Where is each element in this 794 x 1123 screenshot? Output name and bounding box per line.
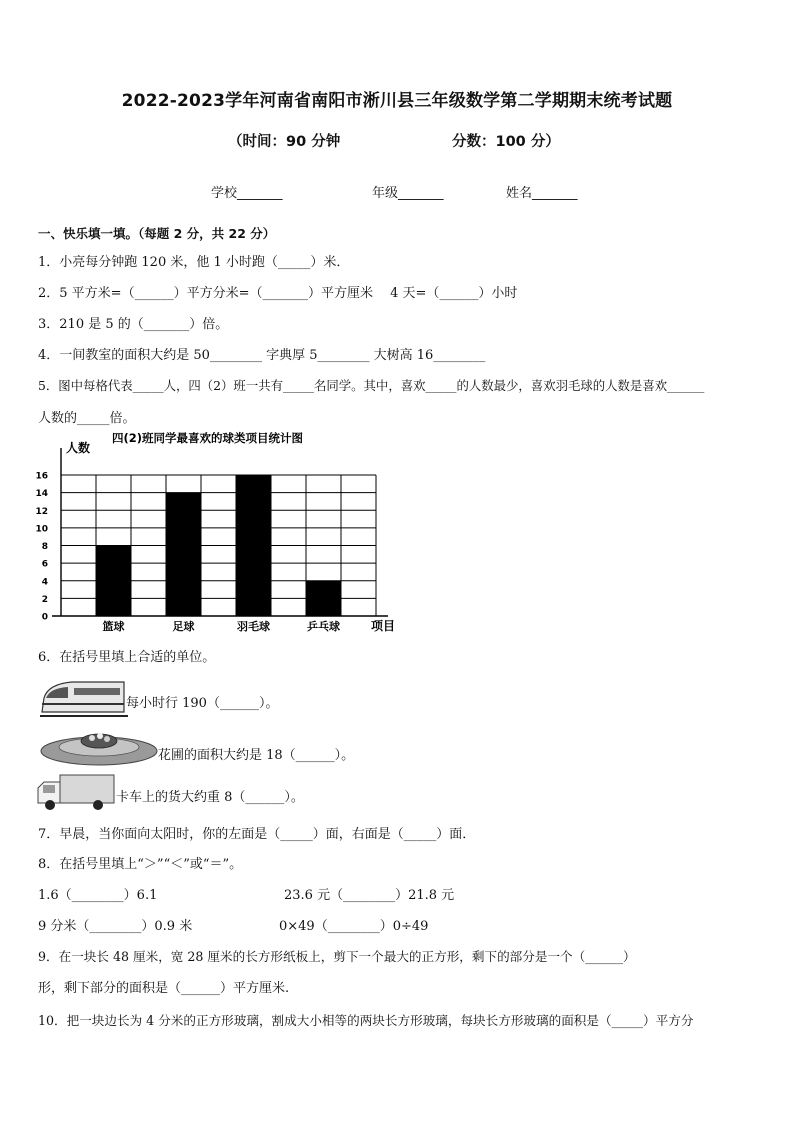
chart-ylabel: 人数 [66, 441, 91, 455]
chart-xlabel: 项目 [371, 619, 396, 633]
question-9-line2: 形，剩下部分的面积是（______）平方厘米. [38, 981, 290, 996]
bar-3 [306, 581, 341, 616]
question-8a: 1.6（________）6.1 [38, 888, 158, 903]
question-8-heading: 8．在括号里填上“＞”“＜”或“＝”。 [38, 857, 243, 872]
bar-chart [30, 428, 410, 638]
question-6-heading: 6．在括号里填上合适的单位。 [38, 650, 216, 665]
bar-1 [166, 493, 201, 616]
question-3: 3．210 是 5 的（_______）倍。 [38, 317, 229, 332]
question-7: 7．早晨，当你面向太阳时，你的左面是（_____）面，右面是（_____）面． [38, 827, 476, 842]
question-6c: 卡车上的货大约重 8（______）。 [116, 790, 304, 805]
x-tick-label: 篮球 [102, 620, 125, 633]
question-8d: 0×49（________）0÷49 [279, 919, 429, 934]
y-tick-label: 16 [35, 471, 48, 482]
question-9-line1: 9．在一块长 48 厘米，宽 28 厘米的长方形纸板上，剪下一个最大的正方形，剩下的部分是一个（______） [38, 949, 636, 964]
question-5-line1: 5．图中每格代表_____人，四（2）班一共有_____名同学。其中，喜欢_____的人数最少，喜欢羽毛球的人数是喜欢______ [38, 378, 705, 393]
question-4: 4．一间教室的面积大约是 50________ 字典厚 5________ 大树高 16________ [38, 348, 486, 363]
y-tick-label: 2 [41, 594, 48, 605]
chart-y-ticks [35, 472, 48, 623]
question-1: 1．小亮每分钟跑 120 米，他 1 小时跑（_____）米． [38, 255, 350, 270]
question-6a: 每小时行 190（______）。 [126, 696, 279, 711]
page-title: 2022-2023学年河南省南阳市淅川县三年级数学第二学期期末统考试题 [121, 91, 673, 111]
bar-0 [96, 546, 131, 617]
x-tick-label: 足球 [172, 620, 195, 633]
name-field: 姓名_______ [506, 186, 578, 201]
question-2: 2．5 平方米=（______）平方分米=（_______）平方厘米 4 天=（______）小时 [38, 286, 518, 301]
train-icon [38, 676, 130, 720]
y-tick-label: 10 [35, 524, 48, 535]
chart-x-ticks [103, 619, 341, 633]
y-tick-label: 8 [41, 542, 48, 552]
total-score: 分数：100 分） [452, 134, 560, 150]
x-tick-label: 羽毛球 [237, 620, 270, 633]
question-8b: 23.6 元（________）21.8 元 [284, 888, 455, 903]
school-field: 学校_______ [211, 186, 283, 201]
bar-2 [236, 475, 271, 616]
question-8c: 9 分米（________）0.9 米 [38, 919, 193, 934]
flowerbed-icon [38, 727, 160, 769]
y-tick-label: 12 [35, 506, 48, 517]
time-limit: （时间：90 分钟 [228, 134, 341, 150]
y-tick-label: 6 [41, 559, 48, 570]
chart-title: 四(2)班同学最喜欢的球类项目统计图 [112, 431, 304, 445]
question-6b: 花圃的面积大约是 18（______）。 [158, 748, 355, 763]
question-10: 10．把一块边长为 4 分米的正方形玻璃，割成大小相等的两块长方形玻璃，每块长方形玻璃的面积是（_____）平方分 [38, 1013, 694, 1028]
y-tick-label: 0 [41, 612, 48, 623]
question-5-line2: 人数的_____倍。 [38, 411, 136, 426]
section-heading: 一、快乐填一填。（每题 2 分，共 22 分） [38, 226, 276, 241]
truck-icon [36, 772, 118, 812]
y-tick-label: 14 [35, 489, 48, 500]
y-tick-label: 4 [41, 577, 48, 588]
x-tick-label: 乒乓球 [307, 620, 340, 633]
grade-field: 年级_______ [372, 186, 444, 201]
